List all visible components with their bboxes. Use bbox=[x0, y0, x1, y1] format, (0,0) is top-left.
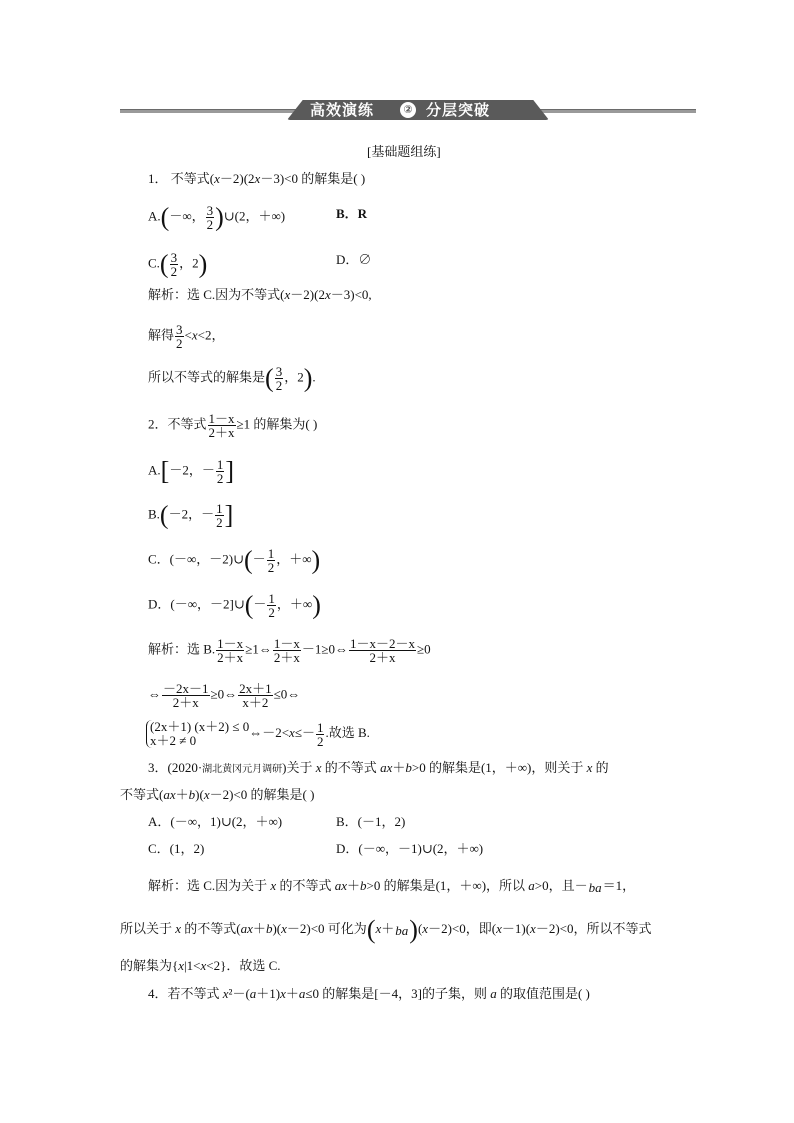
text: －2，－ bbox=[169, 462, 215, 478]
text: 的取值范围是( ) bbox=[496, 986, 590, 1001]
bracket: ] bbox=[224, 500, 234, 530]
paren: ( bbox=[244, 545, 253, 575]
q4-stem bbox=[148, 986, 590, 1002]
paren: ( bbox=[159, 249, 169, 279]
denominator: 2＋x bbox=[172, 695, 199, 710]
paren: ) bbox=[198, 249, 208, 279]
q1-option-c bbox=[148, 251, 207, 278]
bracket: [ bbox=[160, 456, 170, 486]
text: C．(－∞，－2)∪ bbox=[148, 551, 244, 567]
var: x bbox=[289, 724, 295, 740]
text: 的不等式 bbox=[321, 760, 381, 775]
denominator: 2 bbox=[216, 515, 223, 530]
q1-option-a bbox=[148, 204, 285, 231]
denominator: 2 bbox=[206, 217, 214, 232]
text: ⇔ bbox=[148, 686, 161, 702]
text: ²－( bbox=[228, 986, 250, 1001]
text: ∪(2，＋∞) bbox=[223, 208, 286, 224]
q2-option-c bbox=[148, 547, 320, 574]
paren: ( bbox=[159, 500, 169, 530]
text: . bbox=[312, 369, 316, 385]
var: x bbox=[324, 287, 331, 302]
denominator: a bbox=[401, 922, 409, 938]
text: ≥1⇔ bbox=[245, 641, 272, 657]
fraction bbox=[208, 412, 236, 439]
text: ＋ bbox=[347, 878, 361, 893]
text: 解析：选 C.因为不等式( bbox=[148, 287, 285, 302]
var: x bbox=[280, 986, 286, 1001]
text: －2)(2 bbox=[219, 171, 255, 186]
paren: ( bbox=[366, 915, 376, 945]
text: ≤0 的解集是[－4，3]的子集，则 bbox=[305, 986, 491, 1001]
q3-stem-line2 bbox=[120, 787, 314, 803]
var: a bbox=[528, 878, 535, 893]
q2-option-a bbox=[148, 458, 234, 485]
paren: ( bbox=[160, 202, 170, 232]
text: － bbox=[253, 596, 267, 612]
denominator: 2 bbox=[216, 471, 224, 486]
denominator: 2＋x bbox=[369, 650, 396, 665]
text: －2)(2 bbox=[290, 287, 325, 302]
fraction bbox=[238, 682, 273, 709]
header-emblem-icon: ② bbox=[400, 102, 416, 118]
numerator: b bbox=[395, 922, 402, 938]
text: －2)<0，所以不等式 bbox=[535, 921, 652, 936]
paren: ( bbox=[244, 590, 254, 620]
var: x bbox=[178, 958, 185, 973]
var: a bbox=[298, 986, 306, 1001]
fraction bbox=[267, 547, 276, 574]
text: )关于 bbox=[282, 760, 316, 775]
text: 的解集为{ bbox=[120, 958, 179, 973]
denominator: 2＋x bbox=[273, 650, 300, 665]
text: 2．不等式 bbox=[148, 416, 207, 432]
option-label: B. bbox=[148, 506, 160, 522]
var: a bbox=[490, 986, 497, 1001]
var: ax bbox=[334, 878, 347, 893]
var: b bbox=[405, 760, 412, 775]
denominator: a bbox=[595, 879, 602, 895]
fraction bbox=[162, 682, 210, 709]
option-label: A. bbox=[148, 462, 161, 478]
var: x bbox=[530, 921, 536, 936]
text: |1< bbox=[184, 958, 201, 973]
text: ＋ bbox=[392, 760, 406, 775]
var: x bbox=[496, 921, 502, 936]
var: x bbox=[284, 287, 291, 302]
var: x bbox=[191, 327, 198, 343]
q1-stem bbox=[148, 171, 365, 187]
text: >0，且－ bbox=[534, 878, 588, 893]
option-label: A. bbox=[148, 208, 161, 224]
text: －2)<0 可化为 bbox=[286, 921, 367, 936]
var: x bbox=[281, 921, 287, 936]
text: －2，－ bbox=[168, 506, 215, 522]
numerator: b bbox=[588, 879, 596, 895]
text: －3)<0, bbox=[330, 287, 372, 302]
text: 解析：选 B. bbox=[148, 641, 216, 657]
text: ，2 bbox=[284, 369, 304, 385]
numerator: 1 bbox=[268, 591, 275, 606]
var: ax bbox=[163, 787, 176, 802]
var: x bbox=[270, 878, 277, 893]
q3-solution-line2 bbox=[120, 915, 652, 945]
var: x bbox=[254, 171, 261, 186]
text: ( bbox=[417, 921, 423, 936]
fraction bbox=[395, 924, 408, 937]
var: x bbox=[222, 986, 229, 1001]
numerator: 1－x－2－x bbox=[349, 636, 415, 651]
q2-stem bbox=[148, 412, 317, 439]
text: < bbox=[184, 327, 192, 343]
fraction bbox=[275, 365, 284, 392]
var: x bbox=[200, 958, 207, 973]
q3-stem-line1 bbox=[148, 760, 609, 778]
denominator: 2 bbox=[267, 560, 275, 575]
text: 解析：选 C.因为关于 bbox=[148, 878, 271, 893]
text: >0 的解集是(1，＋∞)，则关于 bbox=[411, 760, 587, 775]
text: <2}．故选 C. bbox=[206, 958, 281, 973]
q2-option-d bbox=[148, 592, 321, 619]
text: ＋ bbox=[252, 921, 266, 936]
fraction bbox=[175, 323, 184, 350]
denominator: 2＋x bbox=[208, 425, 235, 440]
bracket: ] bbox=[225, 456, 234, 486]
text: D．(－∞，－2]∪ bbox=[148, 596, 245, 612]
text: 3．(2020· bbox=[148, 760, 203, 775]
fraction bbox=[273, 637, 301, 664]
denominator: 2 bbox=[176, 336, 183, 351]
fraction bbox=[316, 721, 325, 748]
fraction bbox=[589, 881, 602, 894]
text: 所以不等式的解集是 bbox=[148, 369, 266, 385]
fraction bbox=[206, 204, 215, 231]
text: ＋ bbox=[175, 787, 189, 802]
text: ≥1 的解集为( ) bbox=[236, 416, 318, 432]
text: 的 bbox=[592, 760, 609, 775]
numerator: 3 bbox=[170, 250, 178, 265]
text: ≥0 bbox=[417, 641, 431, 657]
q3-solution-line1 bbox=[148, 878, 635, 894]
text: ≥0⇔ bbox=[210, 686, 238, 702]
fraction bbox=[349, 637, 416, 664]
q3-option-c: C．(1，2) bbox=[148, 841, 205, 856]
text: －3)<0 的解集是( ) bbox=[260, 171, 366, 186]
denominator: x＋2 bbox=[242, 695, 269, 710]
text: )( bbox=[195, 787, 204, 802]
var: b bbox=[265, 921, 273, 936]
text: )( bbox=[272, 921, 282, 936]
numerator: 3 bbox=[275, 364, 283, 379]
var: x bbox=[375, 921, 382, 936]
var: x bbox=[175, 921, 182, 936]
header-left-title: 高效演练 bbox=[310, 101, 375, 119]
text: ≤－ bbox=[294, 724, 315, 740]
q2-solution-line1 bbox=[148, 637, 431, 664]
text: ⇔－2< bbox=[249, 724, 290, 740]
q3-option-a: A．(－∞，1)∪(2，＋∞) bbox=[148, 814, 283, 829]
numerator: 1 bbox=[216, 501, 223, 516]
text: － bbox=[252, 551, 266, 567]
text: 解得 bbox=[148, 327, 175, 343]
var: b bbox=[188, 787, 196, 802]
text: 的不等式( bbox=[181, 921, 241, 936]
text: 1． 不等式( bbox=[148, 171, 215, 186]
text: ＝1， bbox=[602, 878, 636, 893]
q2-solution-line2 bbox=[148, 682, 300, 709]
text: －2)<0，即( bbox=[428, 921, 497, 936]
var: a bbox=[249, 986, 257, 1001]
text: 4．若不等式 bbox=[148, 986, 223, 1001]
text: .故选 B. bbox=[325, 724, 370, 740]
text: ，＋∞ bbox=[276, 596, 313, 612]
numerator: 1－x bbox=[217, 636, 244, 651]
text: ，＋∞ bbox=[276, 551, 312, 567]
q1-option-d: D．∅ bbox=[336, 252, 372, 267]
paren: ) bbox=[215, 202, 224, 232]
var: x bbox=[315, 760, 322, 775]
var: x bbox=[203, 787, 210, 802]
q3-solution-line3 bbox=[120, 958, 281, 974]
text: ＋1) bbox=[256, 986, 281, 1001]
text: >0 的解集是(1，＋∞)，所以 bbox=[366, 878, 529, 893]
text: 所以关于 bbox=[120, 921, 176, 936]
paren: ) bbox=[312, 590, 321, 620]
denominator: 2 bbox=[170, 264, 178, 279]
q1-solution-line3 bbox=[148, 365, 316, 392]
header-right-title: 分层突破 bbox=[426, 101, 491, 119]
text: <2， bbox=[197, 327, 225, 343]
text: ＋ bbox=[381, 921, 395, 936]
var: ax bbox=[240, 921, 253, 936]
q3-option-b: B．(－1，2) bbox=[336, 814, 406, 829]
text: －∞， bbox=[169, 208, 205, 224]
text: －1≥0⇔ bbox=[301, 641, 348, 657]
text: ≤0⇔ bbox=[273, 686, 301, 702]
var: x bbox=[586, 760, 593, 775]
numerator: 1 bbox=[316, 719, 324, 735]
paren: ) bbox=[311, 545, 321, 575]
system-row: (2x＋1) (x＋2) ≤ 0 bbox=[150, 719, 250, 734]
var: ax bbox=[380, 760, 393, 775]
option-label: C. bbox=[148, 255, 160, 271]
fraction bbox=[170, 251, 179, 278]
q2-option-b bbox=[148, 502, 233, 529]
paren: ) bbox=[303, 363, 313, 393]
numerator: －2x－1 bbox=[163, 681, 209, 696]
q1-solution-line1 bbox=[148, 287, 372, 303]
q2-solution-line3 bbox=[146, 720, 370, 748]
numerator: 1－x bbox=[208, 411, 235, 426]
var: x bbox=[422, 921, 429, 936]
section-title: [基础题组练] bbox=[367, 144, 441, 159]
q1-option-b: B．R bbox=[336, 206, 368, 221]
text: －1)( bbox=[501, 921, 531, 936]
paren: ) bbox=[409, 915, 418, 945]
text: 的不等式 bbox=[276, 878, 335, 893]
numerator: 1 bbox=[267, 546, 275, 561]
numerator: 1－x bbox=[273, 636, 300, 651]
q3-option-d: D．(－∞，－1)∪(2，＋∞) bbox=[336, 841, 484, 856]
source-note: 湖北黄冈元月调研 bbox=[202, 764, 283, 775]
system-row: x＋2 ≠ 0 bbox=[150, 733, 197, 748]
fraction bbox=[216, 458, 225, 485]
denominator: 2 bbox=[275, 378, 283, 393]
paren: ( bbox=[265, 363, 274, 393]
q1-solution-line2 bbox=[148, 323, 224, 350]
text: ，2 bbox=[179, 255, 199, 271]
text: ＋ bbox=[285, 986, 299, 1001]
text: －2)<0 的解集是( ) bbox=[209, 787, 315, 802]
fraction bbox=[267, 592, 276, 619]
denominator: 2＋x bbox=[217, 650, 244, 665]
numerator: 3 bbox=[176, 322, 183, 337]
fraction bbox=[215, 502, 224, 529]
fraction bbox=[216, 637, 244, 664]
text: 不等式( bbox=[120, 787, 164, 802]
numerator: 2x＋1 bbox=[239, 681, 272, 696]
numerator: 1 bbox=[216, 457, 224, 472]
numerator: 3 bbox=[206, 203, 214, 218]
denominator: 2 bbox=[316, 733, 324, 749]
var: b bbox=[360, 878, 367, 893]
equation-system bbox=[146, 720, 249, 748]
section-header-banner bbox=[120, 100, 696, 120]
var: x bbox=[214, 171, 220, 186]
denominator: 2 bbox=[268, 605, 275, 620]
